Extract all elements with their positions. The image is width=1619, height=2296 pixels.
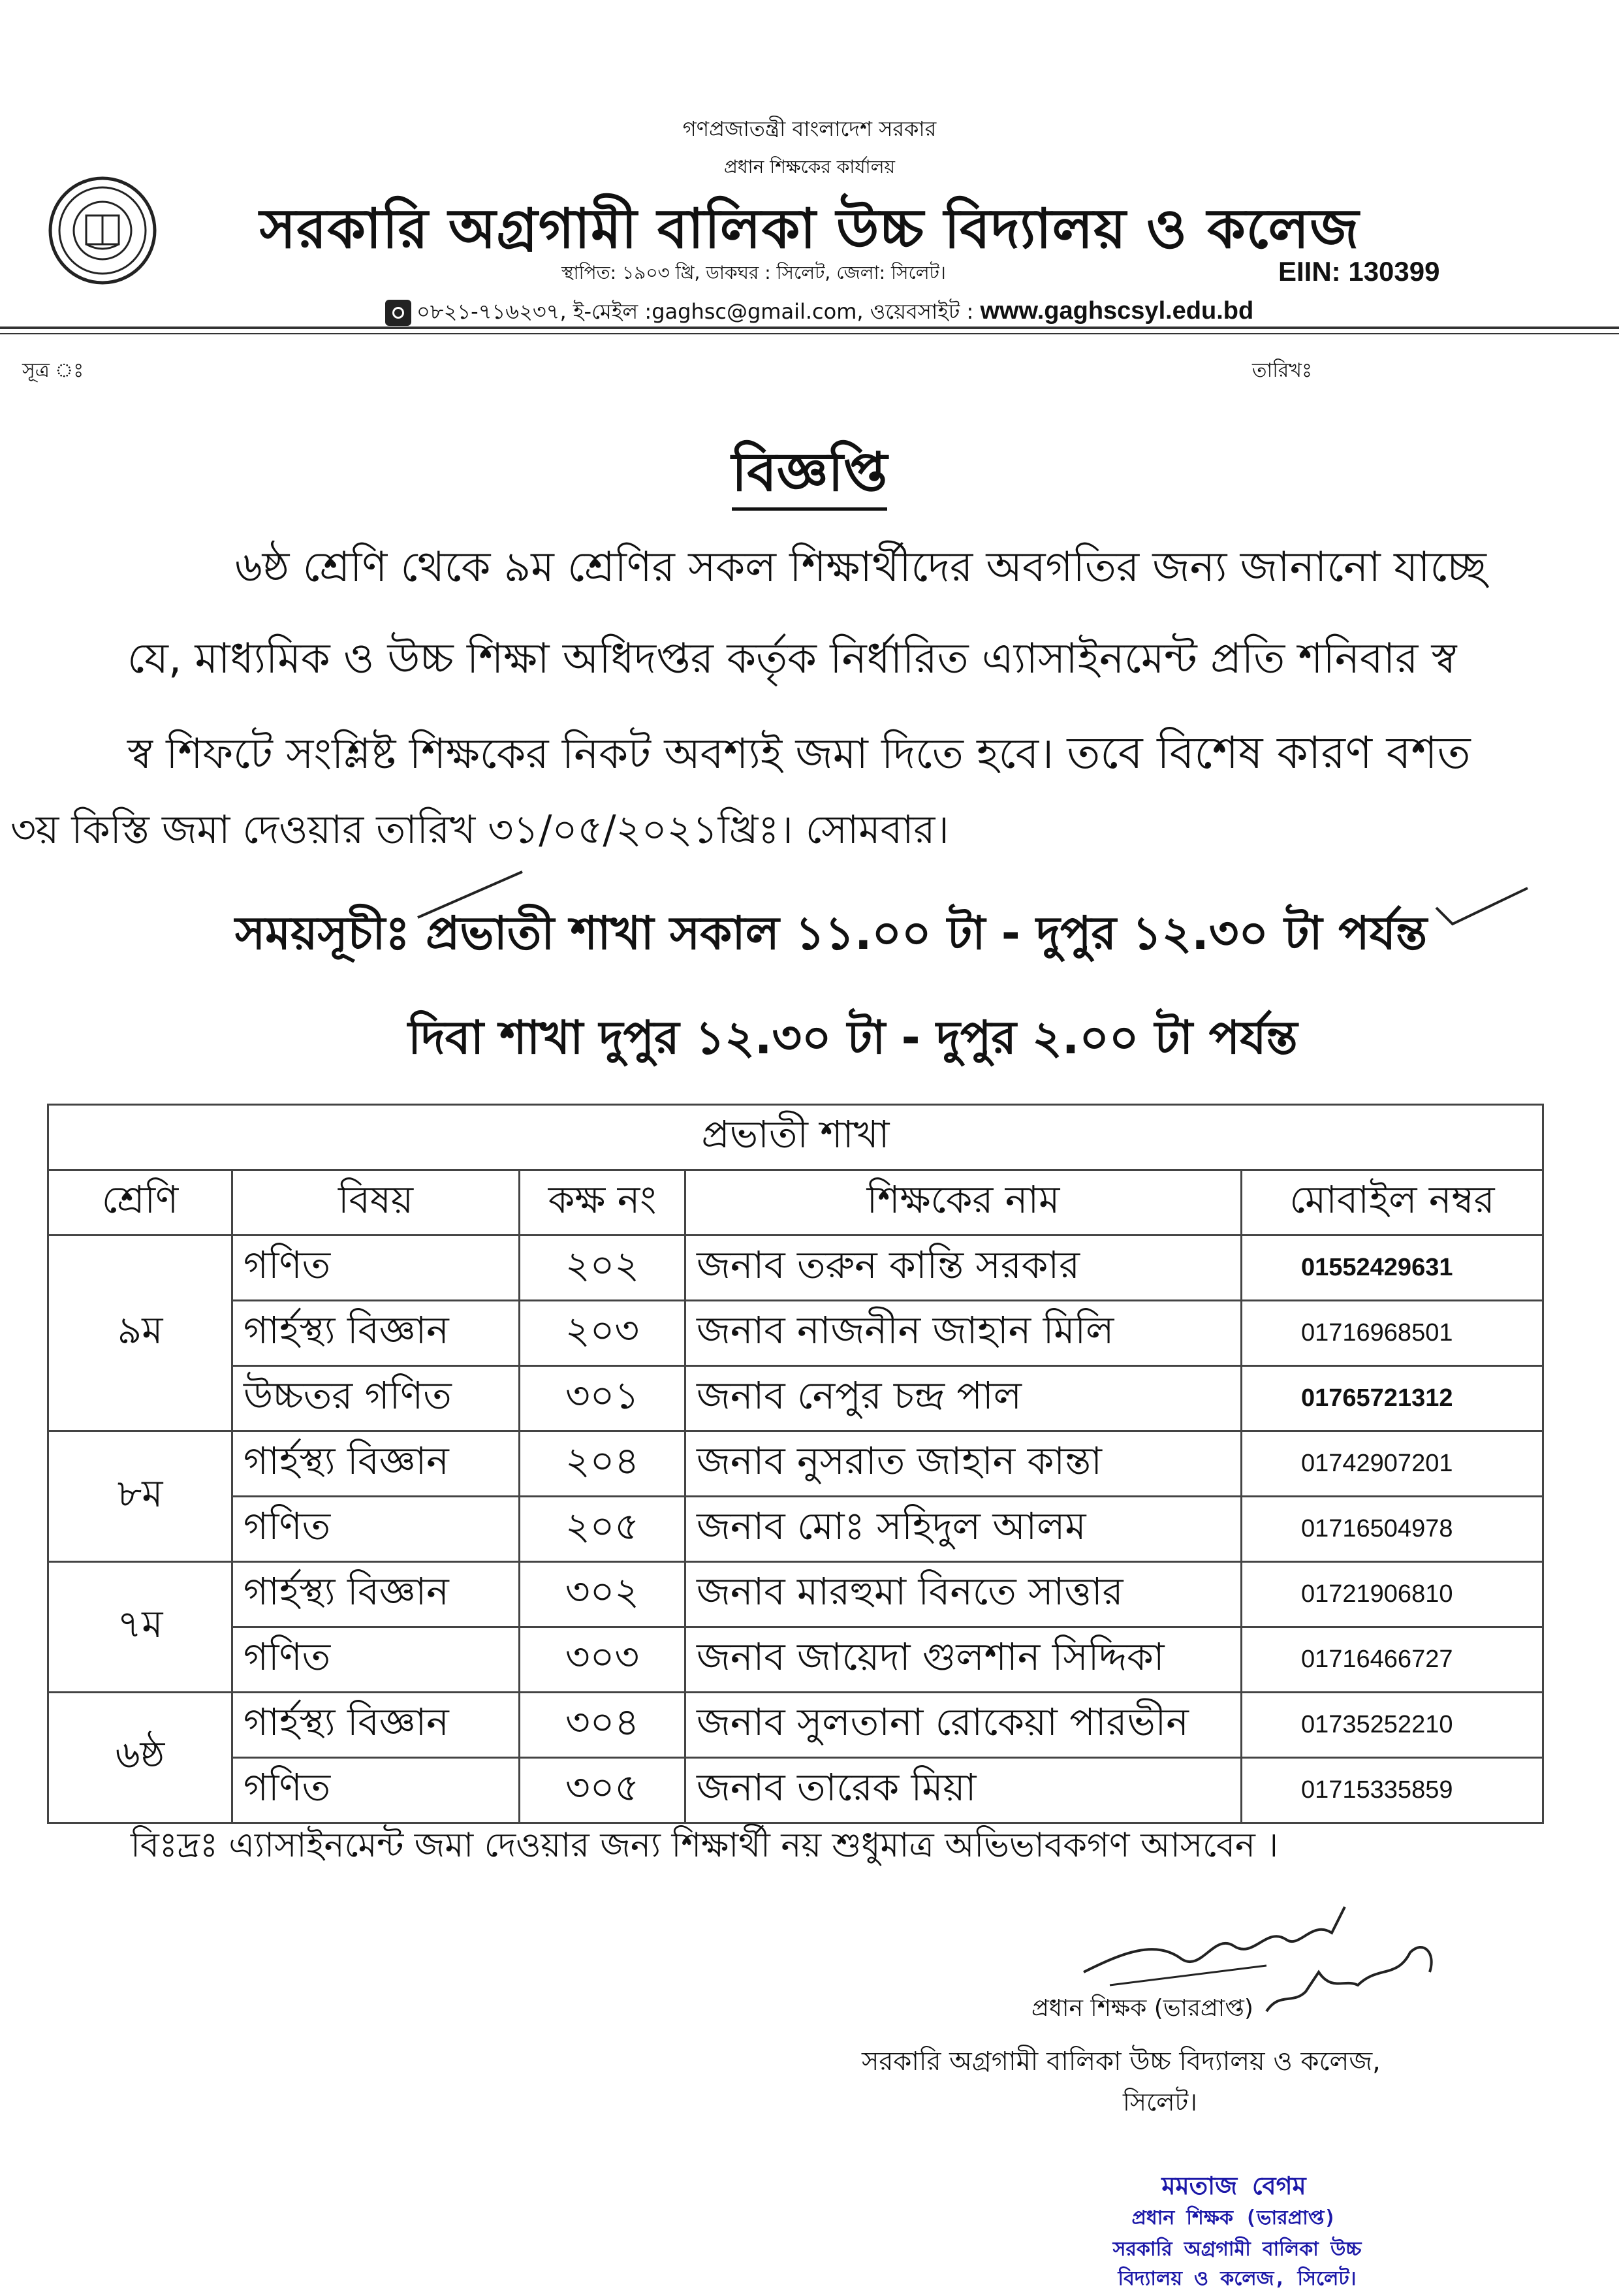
subject-cell: গার্হস্থ্য বিজ্ঞান [232,1562,520,1627]
schedule-day: দিবা শাখা দুপুর ১২.৩০ টা - দুপুর ২.০০ টা পর্যন্ত [408,1011,1298,1064]
teacher-cell: জনাব তারেক মিয়া [685,1758,1242,1823]
phone-icon [385,300,411,326]
class-cell: ৭ম [48,1562,232,1693]
notice-title [0,431,1619,520]
table-row [48,1693,1543,1758]
room-cell: ৩০৫ [520,1758,685,1823]
mobile-cell: 01742907201 [1242,1431,1543,1497]
subject-cell: গণিত [232,1236,520,1301]
notice-line-2: যে, মাধ্যমিক ও উচ্চ শিক্ষা অধিদপ্তর কর্তৃক নির্ধারিত এ্যাসাইনমেন্ট প্রতি শনিবার স্ব [127,635,1457,683]
handwritten-stroke [411,865,529,924]
table-row [48,1562,1543,1627]
signatory-city: সিলেট। [1123,2088,1197,2116]
subject-cell: উচ্চতর গণিত [232,1366,520,1431]
mobile-cell: 01716968501 [1242,1301,1543,1366]
footnote: বিঃদ্রঃ এ্যাসাইনমেন্ট জমা দেওয়ার জন্য শিক্ষার্থী নয় শুধুমাত্র অভিভাবকগণ আসবেন । [131,1826,1279,1865]
mobile-cell: 01765721312 [1242,1366,1543,1431]
col-header-subject: বিষয় [232,1170,520,1236]
stamp-school-2: বিদ্যালয় ও কলেজ, সিলেট। [1118,2267,1357,2290]
notice-title-text: বিজ্ঞপ্তি [732,441,887,511]
eiin-number: EIIN: 130399 [1278,256,1440,287]
notice-line-1: ৬ষ্ঠ শ্রেণি থেকে ৯ম শ্রেণির সকল শিক্ষার্থীদের অবগতির জন্য জানানো যাচ্ছে [235,543,1486,592]
subject-cell: গণিত [232,1497,520,1562]
room-cell: ২০৪ [520,1431,685,1497]
website-link[interactable]: www.gaghscsyl.edu.bd [980,297,1254,325]
table-row [48,1301,1543,1366]
col-header-class: শ্রেণি [48,1170,232,1236]
subject-cell: গার্হস্থ্য বিজ্ঞান [232,1431,520,1497]
room-cell: ২০৫ [520,1497,685,1562]
room-cell: ২০৩ [520,1301,685,1366]
stamp-school: সরকারি অগ্রগামী বালিকা উচ্চ [1112,2238,1362,2261]
mobile-cell: 01552429631 [1242,1236,1543,1301]
mobile-cell: 01715335859 [1242,1758,1543,1823]
notice-line-3-extra: তবে বিশেষ কারণ বশত [1067,727,1471,779]
room-cell: ৩০৪ [520,1693,685,1758]
room-cell: ৩০৩ [520,1627,685,1693]
col-header-room: কক্ষ নং [520,1170,685,1236]
teacher-cell: জনাব নেপুর চন্দ্র পাল [685,1366,1242,1431]
subject-cell: গার্হস্থ্য বিজ্ঞান [232,1693,520,1758]
govt-header: গণপ্রজাতন্ত্রী বাংলাদেশ সরকার [682,116,937,141]
room-cell: ২০২ [520,1236,685,1301]
mobile-cell: 01721906810 [1242,1562,1543,1627]
table-row [48,1497,1543,1562]
class-cell: ৬ষ্ঠ [48,1693,232,1823]
mobile-cell: 01716466727 [1242,1627,1543,1693]
room-cell: ৩০২ [520,1562,685,1627]
teacher-cell: জনাব নাজনীন জাহান মিলি [685,1301,1242,1366]
subject-cell: গণিত [232,1627,520,1693]
subject-cell: গার্হস্থ্য বিজ্ঞান [232,1301,520,1366]
table-row [48,1758,1543,1823]
table-row [48,1366,1543,1431]
class-cell: ৯ম [48,1236,232,1431]
mobile-cell: 01716504978 [1242,1497,1543,1562]
schedule-morning: সময়সূচীঃ প্রভাতী শাখা সকাল ১১.০০ টা - দুপুর ১২.৩০ টা পর্যন্ত [235,906,1428,960]
school-name: সরকারি অগ্রগামী বালিকা উচ্চ বিদ্যালয় ও কলেজ [259,197,1360,261]
teacher-cell: জনাব নুসরাত জাহান কান্তা [685,1431,1242,1497]
teacher-cell: জনাব সুলতানা রোকেয়া পারভীন [685,1693,1242,1758]
teacher-cell: জনাব জায়েদা গুলশান সিদ্দিকা [685,1627,1242,1693]
schedule-table [47,1104,1544,1824]
notice-line-3 [127,718,1471,793]
header-divider-thin [0,333,1619,334]
room-cell: ৩০১ [520,1366,685,1431]
reference-label: সূত্র ঃ [22,359,84,382]
office-header: প্রধান শিক্ষকের কার্যালয় [723,156,896,178]
check-mark-icon [1433,882,1531,934]
table-caption-row [48,1105,1543,1170]
table-caption: প্রভাতী শাখা [48,1105,1543,1170]
col-header-teacher: শিক্ষকের নাম [685,1170,1242,1236]
notice-line-4: ৩য় কিস্তি জমা দেওয়ার তারিখ ৩১/০৫/২০২১খ্রিঃ। সোমবার। [10,807,949,853]
stamp-title: প্রধান শিক্ষক (ভারপ্রাপ্ত) [1131,2207,1336,2229]
date-label: তারিখঃ [1252,359,1312,382]
table-row [48,1627,1543,1693]
col-header-mobile: মোবাইল নম্বর [1242,1170,1543,1236]
contact-text: ০৮২১-৭১৬২৩৭, ই-মেইল :gaghsc@gmail.com, ওয়েবসাইট : [417,299,974,324]
mobile-cell: 01735252210 [1242,1693,1543,1758]
notice-line-3-text: স্ব শিফটে সংশ্লিষ্ট শিক্ষকের নিকট অবশ্যই জমা দিতে হবে। [127,730,1054,778]
teacher-cell: জনাব তরুন কান্তি সরকার [685,1236,1242,1301]
class-cell: ৮ম [48,1431,232,1562]
established-line: স্থাপিত: ১৯০৩ খ্রি, ডাকঘর : সিলেট, জেলা: সিলেট। [561,262,946,283]
subject-cell: গণিত [232,1758,520,1823]
table-row [48,1236,1543,1301]
table-row [48,1431,1543,1497]
contact-line [385,295,1253,330]
table-header-row [48,1170,1543,1236]
signatory-school: সরকারি অগ্রগামী বালিকা উচ্চ বিদ্যালয় ও কলেজ, [862,2047,1381,2077]
teacher-cell: জনাব মারহুমা বিনতে সাত্তার [685,1562,1242,1627]
stamp-name: মমতাজ বেগম [1161,2171,1306,2200]
signatory-title: প্রধান শিক্ষক (ভারপ্রাপ্ত) [1031,1995,1253,2022]
header-divider [0,327,1619,329]
teacher-cell: জনাব মোঃ সহিদুল আলম [685,1497,1242,1562]
